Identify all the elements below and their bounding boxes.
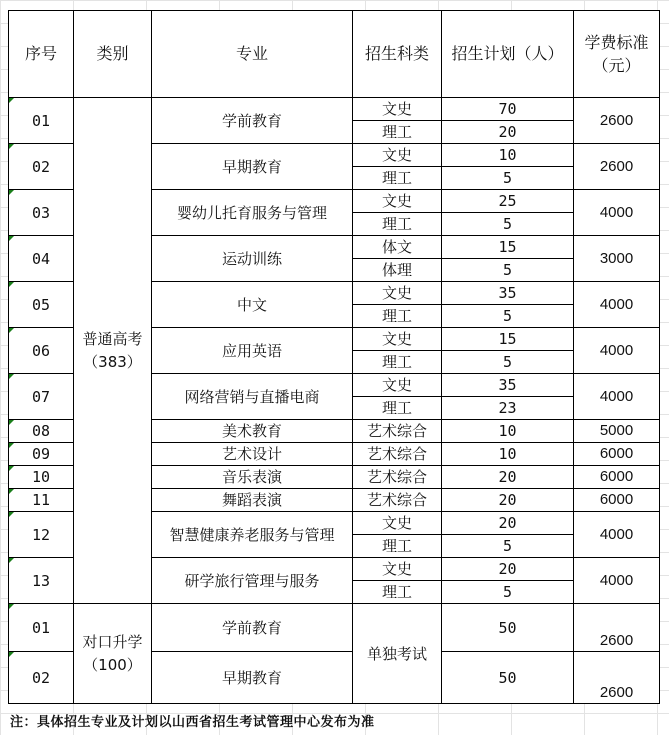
plan-cell[interactable]: 10 — [442, 144, 574, 167]
fee-cell[interactable]: 5000 — [574, 420, 660, 443]
major-cell[interactable]: 中文 — [152, 282, 353, 328]
plan-cell[interactable]: 5 — [442, 581, 574, 604]
category-cell[interactable]: 普通高考（383） — [74, 98, 152, 604]
plan-cell[interactable]: 5 — [442, 305, 574, 328]
subject-cell[interactable]: 理工 — [353, 535, 442, 558]
header-major[interactable]: 专业 — [152, 11, 353, 98]
seq-cell[interactable]: 02 — [9, 652, 74, 704]
seq-cell[interactable]: 07 — [9, 374, 74, 420]
table-row — [9, 604, 660, 652]
header-plan[interactable]: 招生计划（人） — [442, 11, 574, 98]
seq-cell[interactable]: 03 — [9, 190, 74, 236]
seq-cell[interactable]: 10 — [9, 466, 74, 489]
seq-cell[interactable]: 09 — [9, 443, 74, 466]
fee-cell[interactable]: 3000 — [574, 236, 660, 282]
fee-cell[interactable]: 6000 — [574, 443, 660, 466]
fee-cell[interactable]: 2600 — [574, 652, 660, 704]
plan-cell[interactable]: 5 — [442, 167, 574, 190]
header-seq[interactable]: 序号 — [9, 11, 74, 98]
subject-cell[interactable]: 理工 — [353, 305, 442, 328]
subject-cell[interactable]: 文史 — [353, 144, 442, 167]
major-cell[interactable]: 研学旅行管理与服务 — [152, 558, 353, 604]
plan-cell[interactable]: 70 — [442, 98, 574, 121]
fee-cell[interactable]: 2600 — [574, 144, 660, 190]
subject-cell[interactable]: 理工 — [353, 581, 442, 604]
fee-cell[interactable]: 2600 — [574, 604, 660, 652]
plan-cell[interactable]: 50 — [442, 652, 574, 704]
fee-cell[interactable]: 2600 — [574, 98, 660, 144]
seq-cell[interactable]: 02 — [9, 144, 74, 190]
major-cell[interactable]: 早期教育 — [152, 144, 353, 190]
fee-cell[interactable]: 4000 — [574, 374, 660, 420]
footnote: 注：具体招生专业及计划以山西省招生考试管理中心发布为准 — [10, 715, 375, 730]
subject-cell[interactable]: 理工 — [353, 397, 442, 420]
subject-cell[interactable]: 艺术综合 — [353, 466, 442, 489]
seq-cell[interactable]: 13 — [9, 558, 74, 604]
plan-cell[interactable]: 5 — [442, 259, 574, 282]
subject-cell[interactable]: 文史 — [353, 512, 442, 535]
plan-cell[interactable]: 35 — [442, 282, 574, 305]
subject-cell[interactable]: 理工 — [353, 213, 442, 236]
major-cell[interactable]: 运动训练 — [152, 236, 353, 282]
major-cell[interactable]: 婴幼儿托育服务与管理 — [152, 190, 353, 236]
header-row — [9, 11, 660, 98]
fee-cell[interactable]: 4000 — [574, 328, 660, 374]
subject-cell[interactable]: 文史 — [353, 558, 442, 581]
enrollment-plan-table — [8, 10, 660, 704]
major-cell[interactable]: 早期教育 — [152, 652, 353, 704]
seq-cell[interactable]: 04 — [9, 236, 74, 282]
fee-cell[interactable]: 4000 — [574, 558, 660, 604]
seq-cell[interactable]: 08 — [9, 420, 74, 443]
subject-cell[interactable]: 文史 — [353, 282, 442, 305]
plan-cell[interactable]: 15 — [442, 328, 574, 351]
header-subject[interactable]: 招生科类 — [353, 11, 442, 98]
subject-cell[interactable]: 文史 — [353, 190, 442, 213]
subject-cell[interactable]: 艺术综合 — [353, 443, 442, 466]
subject-cell[interactable]: 文史 — [353, 328, 442, 351]
major-cell[interactable]: 音乐表演 — [152, 466, 353, 489]
major-cell[interactable]: 智慧健康养老服务与管理 — [152, 512, 353, 558]
major-cell[interactable]: 艺术设计 — [152, 443, 353, 466]
fee-cell[interactable]: 4000 — [574, 512, 660, 558]
plan-cell[interactable]: 10 — [442, 443, 574, 466]
major-cell[interactable]: 学前教育 — [152, 98, 353, 144]
plan-cell[interactable]: 23 — [442, 397, 574, 420]
subject-cell[interactable]: 理工 — [353, 351, 442, 374]
plan-cell[interactable]: 20 — [442, 558, 574, 581]
plan-cell[interactable]: 15 — [442, 236, 574, 259]
fee-cell[interactable]: 4000 — [574, 282, 660, 328]
major-cell[interactable]: 美术教育 — [152, 420, 353, 443]
seq-cell[interactable]: 12 — [9, 512, 74, 558]
fee-cell[interactable]: 6000 — [574, 466, 660, 489]
plan-cell[interactable]: 5 — [442, 535, 574, 558]
plan-cell[interactable]: 20 — [442, 466, 574, 489]
major-cell[interactable]: 学前教育 — [152, 604, 353, 652]
plan-cell[interactable]: 50 — [442, 604, 574, 652]
major-cell[interactable]: 舞蹈表演 — [152, 489, 353, 512]
subject-cell[interactable]: 艺术综合 — [353, 420, 442, 443]
subject-cell[interactable]: 单独考试 — [353, 604, 442, 704]
header-fee[interactable]: 学费标准（元） — [574, 11, 660, 98]
plan-cell[interactable]: 10 — [442, 420, 574, 443]
seq-cell[interactable]: 06 — [9, 328, 74, 374]
subject-cell[interactable]: 文史 — [353, 98, 442, 121]
fee-cell[interactable]: 4000 — [574, 190, 660, 236]
subject-cell[interactable]: 理工 — [353, 121, 442, 144]
subject-cell[interactable]: 体文 — [353, 236, 442, 259]
plan-cell[interactable]: 5 — [442, 213, 574, 236]
fee-cell[interactable]: 6000 — [574, 489, 660, 512]
plan-cell[interactable]: 20 — [442, 489, 574, 512]
seq-cell[interactable]: 05 — [9, 282, 74, 328]
plan-cell[interactable]: 35 — [442, 374, 574, 397]
seq-cell[interactable]: 11 — [9, 489, 74, 512]
plan-cell[interactable]: 20 — [442, 121, 574, 144]
subject-cell[interactable]: 体理 — [353, 259, 442, 282]
plan-cell[interactable]: 25 — [442, 190, 574, 213]
major-cell[interactable]: 应用英语 — [152, 328, 353, 374]
subject-cell[interactable]: 艺术综合 — [353, 489, 442, 512]
subject-cell[interactable]: 理工 — [353, 167, 442, 190]
category-cell[interactable]: 对口升学（100） — [74, 604, 152, 704]
subject-cell[interactable]: 文史 — [353, 374, 442, 397]
plan-cell[interactable]: 5 — [442, 351, 574, 374]
table-row — [9, 98, 660, 121]
plan-cell[interactable]: 20 — [442, 512, 574, 535]
seq-cell[interactable]: 01 — [9, 98, 74, 144]
seq-cell[interactable]: 01 — [9, 604, 74, 652]
header-category[interactable]: 类别 — [74, 11, 152, 98]
major-cell[interactable]: 网络营销与直播电商 — [152, 374, 353, 420]
